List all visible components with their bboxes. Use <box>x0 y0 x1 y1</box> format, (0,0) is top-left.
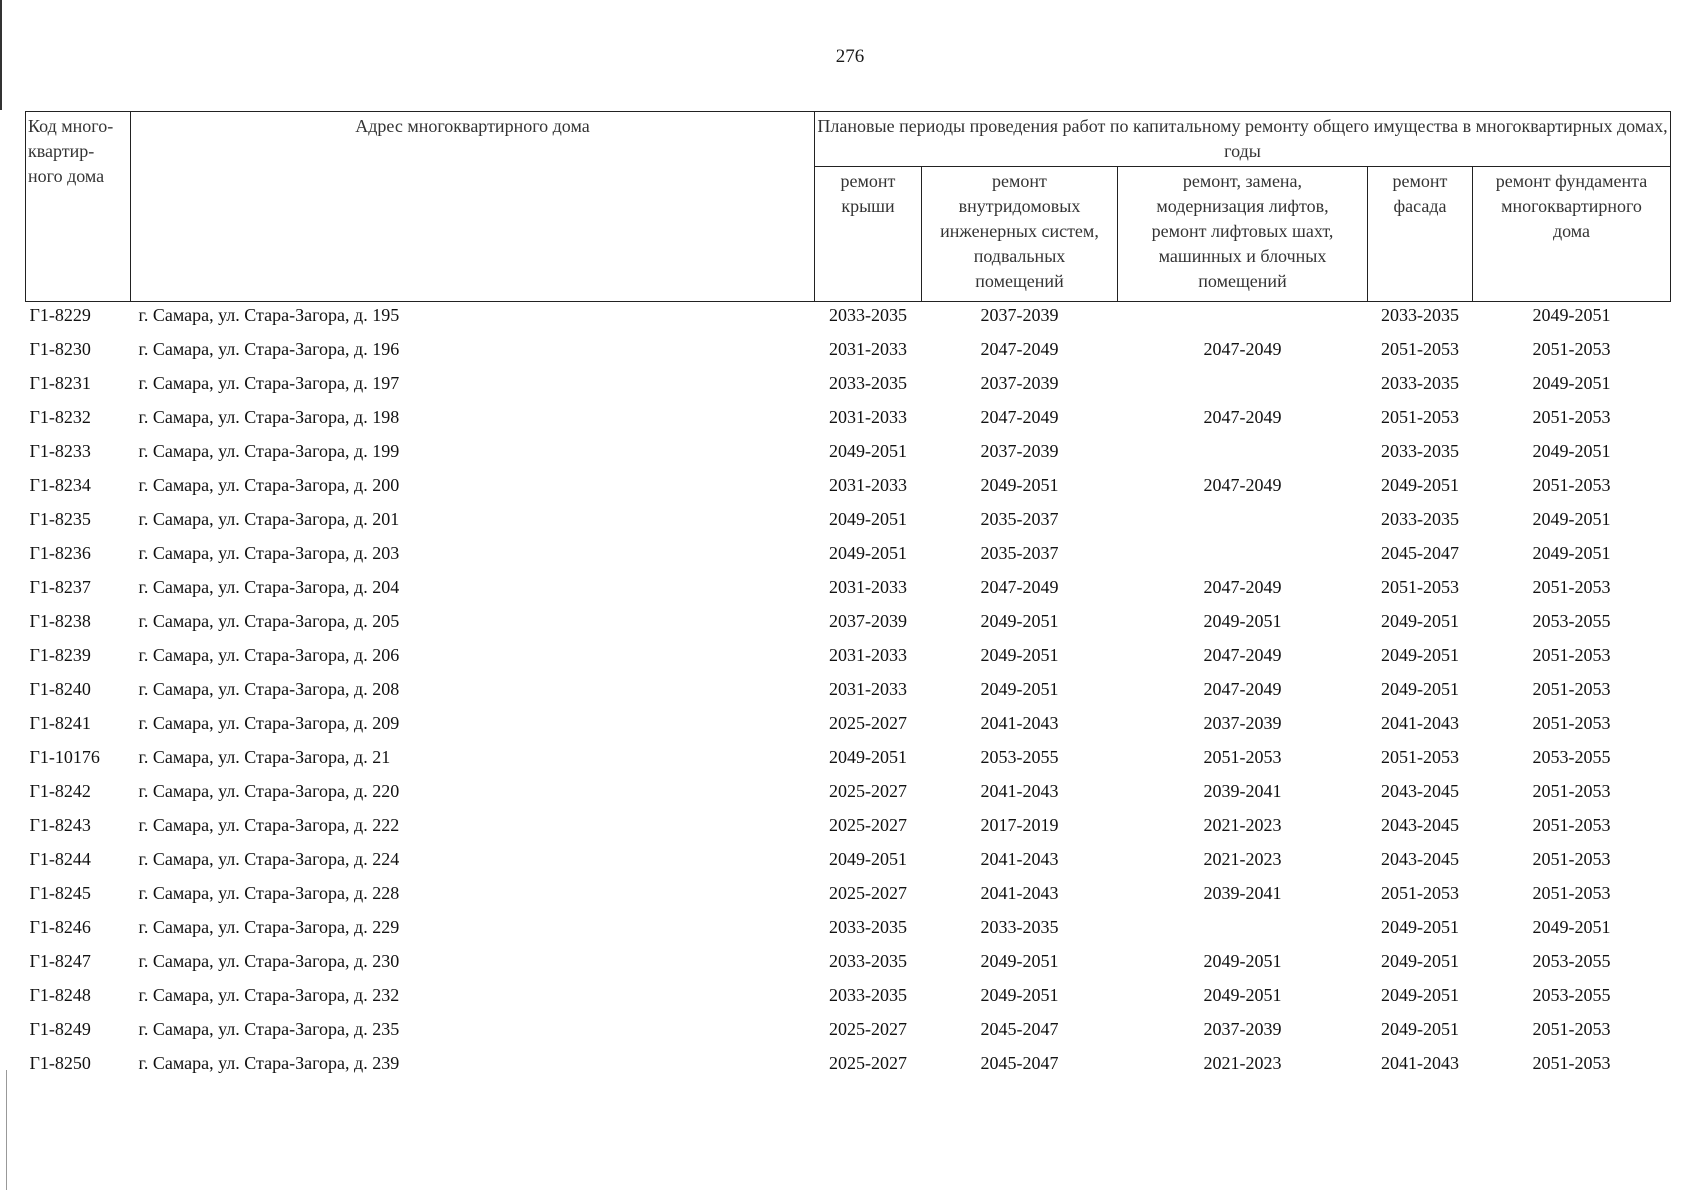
cell-address: г. Самара, ул. Стара-Загора, д. 232 <box>138 985 400 1005</box>
table-row <box>26 678 1671 712</box>
table-header <box>26 112 1671 302</box>
table-row <box>26 780 1671 814</box>
cell-facade-period: 2041-2043 <box>1381 1053 1459 1073</box>
cell-lifts-period: 2037-2039 <box>1203 1019 1282 1039</box>
cell-address: г. Самара, ул. Стара-Загора, д. 208 <box>138 679 400 699</box>
cell-roof-period: 2031-2033 <box>829 339 907 359</box>
cell-lifts-period <box>1118 916 1368 950</box>
cell-facade-period: 2051-2053 <box>1381 577 1459 597</box>
cell-lifts-period: 2021-2023 <box>1203 815 1282 835</box>
cell-facade-period: 2049-2051 <box>1381 679 1459 699</box>
cell-code: Г1-8235 <box>29 509 91 529</box>
cell-lifts-period <box>1118 508 1368 542</box>
header-code: Код много- квартир- ного дома <box>26 112 131 302</box>
cell-systems-period: 2041-2043 <box>980 781 1059 801</box>
cell-code: Г1-8231 <box>29 373 91 393</box>
cell-foundation-period: 2049-2051 <box>1532 917 1611 937</box>
cell-roof-period: 2049-2051 <box>829 747 907 767</box>
cell-systems-period: 2049-2051 <box>980 985 1059 1005</box>
cell-address: г. Самара, ул. Стара-Загора, д. 196 <box>138 339 400 359</box>
cell-code: Г1-8234 <box>29 475 91 495</box>
table-row <box>26 576 1671 610</box>
cell-address: г. Самара, ул. Стара-Загора, д. 195 <box>138 305 400 325</box>
cell-foundation-period: 2051-2053 <box>1532 475 1611 495</box>
cell-facade-period: 2045-2047 <box>1381 543 1459 563</box>
cell-systems-period: 2049-2051 <box>980 679 1059 699</box>
cell-roof-period: 2025-2027 <box>829 815 907 835</box>
cell-roof-period: 2033-2035 <box>829 985 907 1005</box>
cell-code: Г1-10176 <box>29 747 100 767</box>
cell-systems-period: 2045-2047 <box>980 1053 1059 1073</box>
cell-systems-period: 2047-2049 <box>980 339 1059 359</box>
cell-lifts-period <box>1118 302 1368 339</box>
cell-systems-period: 2049-2051 <box>980 611 1059 631</box>
cell-code: Г1-8244 <box>29 849 91 869</box>
cell-address: г. Самара, ул. Стара-Загора, д. 200 <box>138 475 400 495</box>
cell-foundation-period: 2051-2053 <box>1532 1053 1611 1073</box>
cell-foundation-period: 2049-2051 <box>1532 543 1611 563</box>
header-address: Адрес многоквартирного дома <box>131 112 815 302</box>
cell-lifts-period: 2051-2053 <box>1203 747 1282 767</box>
cell-address: г. Самара, ул. Стара-Загора, д. 220 <box>138 781 400 801</box>
cell-code: Г1-8229 <box>29 305 91 325</box>
cell-address: г. Самара, ул. Стара-Загора, д. 230 <box>138 951 400 971</box>
cell-address: г. Самара, ул. Стара-Загора, д. 235 <box>138 1019 400 1039</box>
cell-roof-period: 2025-2027 <box>829 1053 907 1073</box>
cell-code: Г1-8249 <box>29 1019 91 1039</box>
cell-facade-period: 2049-2051 <box>1381 917 1459 937</box>
cell-roof-period: 2049-2051 <box>829 543 907 563</box>
cell-lifts-period: 2049-2051 <box>1203 985 1282 1005</box>
cell-roof-period: 2033-2035 <box>829 917 907 937</box>
cell-foundation-period: 2051-2053 <box>1532 577 1611 597</box>
table-row <box>26 950 1671 984</box>
cell-foundation-period: 2049-2051 <box>1532 509 1611 529</box>
cell-lifts-period: 2047-2049 <box>1203 475 1282 495</box>
cell-roof-period: 2025-2027 <box>829 713 907 733</box>
table-row <box>26 712 1671 746</box>
cell-lifts-period: 2049-2051 <box>1203 951 1282 971</box>
cell-roof-period: 2033-2035 <box>829 951 907 971</box>
cell-systems-period: 2037-2039 <box>980 305 1059 325</box>
cell-foundation-period: 2051-2053 <box>1532 679 1611 699</box>
cell-facade-period: 2049-2051 <box>1381 985 1459 1005</box>
cell-foundation-period: 2053-2055 <box>1532 747 1611 767</box>
cell-address: г. Самара, ул. Стара-Загора, д. 197 <box>138 373 400 393</box>
cell-systems-period: 2049-2051 <box>980 645 1059 665</box>
table-row <box>26 542 1671 576</box>
header-lift-repair: ремонт, замена, модернизация лифтов, ремонт лифтовых шахт, машинных и блочных помещений <box>1118 167 1368 302</box>
cell-code: Г1-8237 <box>29 577 91 597</box>
cell-facade-period: 2051-2053 <box>1381 339 1459 359</box>
cell-foundation-period: 2051-2053 <box>1532 1019 1611 1039</box>
cell-roof-period: 2031-2033 <box>829 679 907 699</box>
cell-lifts-period: 2021-2023 <box>1203 849 1282 869</box>
cell-roof-period: 2033-2035 <box>829 373 907 393</box>
cell-foundation-period: 2049-2051 <box>1532 441 1611 461</box>
table-row <box>26 440 1671 474</box>
cell-foundation-period: 2051-2053 <box>1532 883 1611 903</box>
cell-address: г. Самара, ул. Стара-Загора, д. 199 <box>138 441 400 461</box>
table-row <box>26 474 1671 508</box>
cell-roof-period: 2049-2051 <box>829 441 907 461</box>
cell-code: Г1-8246 <box>29 917 91 937</box>
table-row <box>26 644 1671 678</box>
table-row <box>26 338 1671 372</box>
cell-roof-period: 2031-2033 <box>829 407 907 427</box>
cell-address: г. Самара, ул. Стара-Загора, д. 205 <box>138 611 400 631</box>
cell-systems-period: 2035-2037 <box>980 543 1059 563</box>
cell-address: г. Самара, ул. Стара-Загора, д. 201 <box>138 509 400 529</box>
table-row <box>26 848 1671 882</box>
header-facade-repair: ремонт фасада <box>1368 167 1473 302</box>
cell-address: г. Самара, ул. Стара-Загора, д. 229 <box>138 917 400 937</box>
cell-code: Г1-8247 <box>29 951 91 971</box>
table-row <box>26 984 1671 1018</box>
cell-address: г. Самара, ул. Стара-Загора, д. 21 <box>138 747 391 767</box>
cell-code: Г1-8250 <box>29 1053 91 1073</box>
cell-foundation-period: 2049-2051 <box>1532 373 1611 393</box>
cell-facade-period: 2043-2045 <box>1381 815 1459 835</box>
cell-address: г. Самара, ул. Стара-Загора, д. 239 <box>138 1053 400 1073</box>
table-row <box>26 882 1671 916</box>
cell-facade-period: 2033-2035 <box>1381 373 1459 393</box>
cell-systems-period: 2047-2049 <box>980 407 1059 427</box>
cell-systems-period: 2053-2055 <box>980 747 1059 767</box>
cell-foundation-period: 2051-2053 <box>1532 781 1611 801</box>
cell-systems-period: 2041-2043 <box>980 883 1059 903</box>
table-body <box>26 302 1671 1087</box>
cell-code: Г1-8248 <box>29 985 91 1005</box>
cell-systems-period: 2041-2043 <box>980 713 1059 733</box>
page-number: 276 <box>835 46 865 67</box>
cell-facade-period: 2049-2051 <box>1381 951 1459 971</box>
cell-lifts-period: 2049-2051 <box>1203 611 1282 631</box>
table-row <box>26 610 1671 644</box>
table-row <box>26 1052 1671 1086</box>
cell-code: Г1-8232 <box>29 407 91 427</box>
header-row-top <box>26 112 1671 167</box>
cell-lifts-period <box>1118 440 1368 474</box>
cell-roof-period: 2031-2033 <box>829 577 907 597</box>
cell-roof-period: 2031-2033 <box>829 645 907 665</box>
cell-roof-period: 2037-2039 <box>829 611 907 631</box>
cell-facade-period: 2051-2053 <box>1381 883 1459 903</box>
cell-code: Г1-8230 <box>29 339 91 359</box>
cell-lifts-period <box>1118 542 1368 576</box>
scan-edge-line-lower <box>6 1070 7 1190</box>
cell-foundation-period: 2053-2055 <box>1532 951 1611 971</box>
cell-systems-period: 2049-2051 <box>980 951 1059 971</box>
cell-systems-period: 2037-2039 <box>980 373 1059 393</box>
header-roof-repair: ремонт крыши <box>815 167 922 302</box>
cell-systems-period: 2037-2039 <box>980 441 1059 461</box>
cell-systems-period: 2045-2047 <box>980 1019 1059 1039</box>
cell-foundation-period: 2049-2051 <box>1532 305 1611 325</box>
cell-facade-period: 2033-2035 <box>1381 509 1459 529</box>
cell-roof-period: 2033-2035 <box>829 305 907 325</box>
cell-foundation-period: 2053-2055 <box>1532 985 1611 1005</box>
cell-lifts-period: 2039-2041 <box>1203 883 1282 903</box>
cell-facade-period: 2033-2035 <box>1381 305 1459 325</box>
cell-foundation-period: 2051-2053 <box>1532 407 1611 427</box>
cell-facade-period: 2051-2053 <box>1381 407 1459 427</box>
header-planned-periods: Плановые периоды проведения работ по капитальному ремонту общего имущества в многоквартирных домах, годы <box>815 112 1671 167</box>
cell-systems-period: 2033-2035 <box>980 917 1059 937</box>
cell-code: Г1-8243 <box>29 815 91 835</box>
table-row <box>26 1018 1671 1052</box>
cell-facade-period: 2033-2035 <box>1381 441 1459 461</box>
cell-code: Г1-8233 <box>29 441 91 461</box>
cell-roof-period: 2025-2027 <box>829 781 907 801</box>
cell-facade-period: 2043-2045 <box>1381 849 1459 869</box>
cell-lifts-period: 2047-2049 <box>1203 645 1282 665</box>
cell-address: г. Самара, ул. Стара-Загора, д. 203 <box>138 543 400 563</box>
cell-systems-period: 2047-2049 <box>980 577 1059 597</box>
cell-code: Г1-8242 <box>29 781 91 801</box>
cell-address: г. Самара, ул. Стара-Загора, д. 198 <box>138 407 400 427</box>
cell-lifts-period: 2037-2039 <box>1203 713 1282 733</box>
cell-foundation-period: 2051-2053 <box>1532 713 1611 733</box>
cell-roof-period: 2025-2027 <box>829 883 907 903</box>
cell-address: г. Самара, ул. Стара-Загора, д. 222 <box>138 815 400 835</box>
cell-lifts-period: 2047-2049 <box>1203 407 1282 427</box>
cell-code: Г1-8240 <box>29 679 91 699</box>
cell-foundation-period: 2053-2055 <box>1532 611 1611 631</box>
cell-roof-period: 2049-2051 <box>829 509 907 529</box>
cell-systems-period: 2041-2043 <box>980 849 1059 869</box>
table-row <box>26 406 1671 440</box>
table-row <box>26 746 1671 780</box>
table-row <box>26 302 1671 339</box>
table-row <box>26 508 1671 542</box>
cell-code: Г1-8236 <box>29 543 91 563</box>
cell-facade-period: 2049-2051 <box>1381 475 1459 495</box>
header-systems-repair: ремонт внутридомовых инженерных систем, подвальных помещений <box>922 167 1118 302</box>
cell-systems-period: 2049-2051 <box>980 475 1059 495</box>
cell-roof-period: 2031-2033 <box>829 475 907 495</box>
table-row <box>26 372 1671 406</box>
cell-roof-period: 2049-2051 <box>829 849 907 869</box>
cell-address: г. Самара, ул. Стара-Загора, д. 209 <box>138 713 400 733</box>
cell-facade-period: 2041-2043 <box>1381 713 1459 733</box>
cell-code: Г1-8238 <box>29 611 91 631</box>
cell-foundation-period: 2051-2053 <box>1532 849 1611 869</box>
cell-code: Г1-8239 <box>29 645 91 665</box>
cell-lifts-period: 2047-2049 <box>1203 577 1282 597</box>
cell-address: г. Самара, ул. Стара-Загора, д. 228 <box>138 883 400 903</box>
cell-address: г. Самара, ул. Стара-Загора, д. 204 <box>138 577 400 597</box>
table-row <box>26 916 1671 950</box>
cell-foundation-period: 2051-2053 <box>1532 339 1611 359</box>
cell-lifts-period: 2047-2049 <box>1203 679 1282 699</box>
table-row <box>26 814 1671 848</box>
header-foundation-repair: ремонт фундамента многоквартирного дома <box>1473 167 1671 302</box>
cell-lifts-period: 2047-2049 <box>1203 339 1282 359</box>
cell-address: г. Самара, ул. Стара-Загора, д. 224 <box>138 849 400 869</box>
cell-facade-period: 2043-2045 <box>1381 781 1459 801</box>
cell-lifts-period: 2039-2041 <box>1203 781 1282 801</box>
cell-systems-period: 2017-2019 <box>980 815 1059 835</box>
cell-facade-period: 2049-2051 <box>1381 611 1459 631</box>
cell-facade-period: 2049-2051 <box>1381 645 1459 665</box>
cell-foundation-period: 2051-2053 <box>1532 645 1611 665</box>
cell-code: Г1-8241 <box>29 713 91 733</box>
cell-foundation-period: 2051-2053 <box>1532 815 1611 835</box>
repair-schedule-table <box>25 111 1671 1086</box>
cell-lifts-period <box>1118 372 1368 406</box>
cell-code: Г1-8245 <box>29 883 91 903</box>
cell-facade-period: 2049-2051 <box>1381 1019 1459 1039</box>
cell-roof-period: 2025-2027 <box>829 1019 907 1039</box>
cell-facade-period: 2051-2053 <box>1381 747 1459 767</box>
cell-address: г. Самара, ул. Стара-Загора, д. 206 <box>138 645 400 665</box>
cell-systems-period: 2035-2037 <box>980 509 1059 529</box>
cell-lifts-period: 2021-2023 <box>1203 1053 1282 1073</box>
